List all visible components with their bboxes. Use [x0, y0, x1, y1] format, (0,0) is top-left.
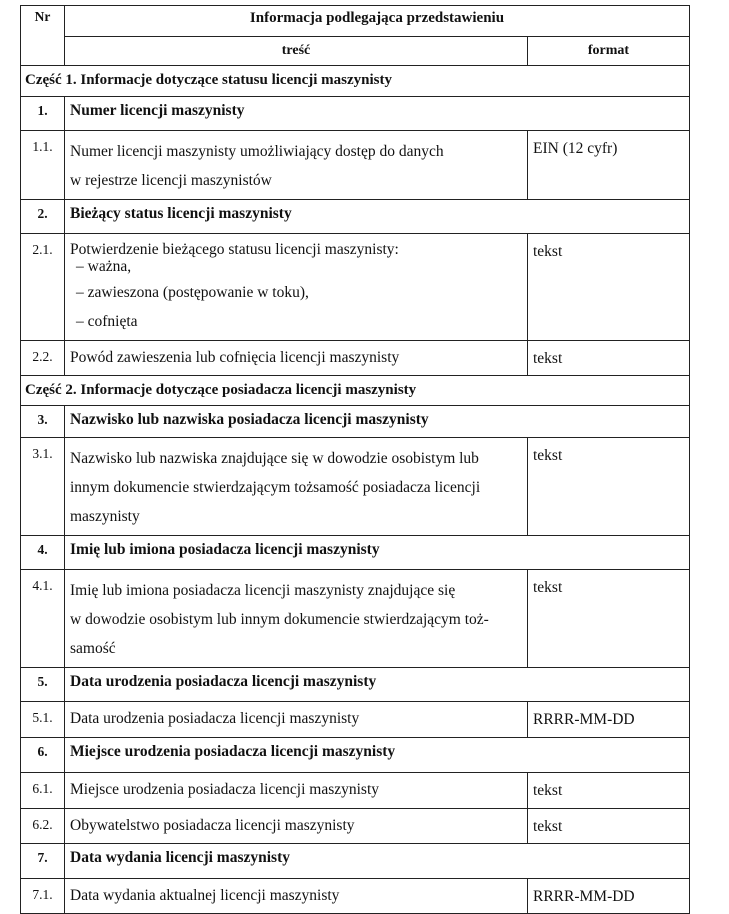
- section-title: Data wydania licencji maszynisty: [65, 844, 690, 879]
- content-line: Nazwisko lub nazwiska znajdujące się w dowodzie osobistym lub: [70, 450, 479, 467]
- status-list: [70, 256, 522, 336]
- section-nr: 3.: [21, 406, 65, 438]
- header-row: [21, 6, 690, 37]
- section-title: Bieżący status licencji maszynisty: [65, 200, 690, 234]
- table-row: [21, 438, 690, 536]
- content-line: Numer licencji maszynisty umożliwiający dostęp do danych: [70, 143, 444, 160]
- list-item: – cofnięta: [76, 313, 138, 330]
- content-line: Imię lub imiona posiadacza licencji maszynisty znajdujące się: [70, 582, 456, 599]
- table-row: [21, 809, 690, 844]
- section-nr: 4.: [21, 536, 65, 570]
- row-format: tekst: [528, 234, 690, 341]
- table-row: [21, 131, 690, 200]
- row-format: tekst: [528, 341, 690, 376]
- section-nr: 5.: [21, 668, 65, 702]
- section-title: Nazwisko lub nazwiska posiadacza licencji maszynisty: [65, 406, 690, 438]
- content-line: w dowodzie osobistym lub innym dokumencie stwierdzającym toż-: [70, 611, 489, 628]
- header-format-col: format: [528, 37, 690, 66]
- row-nr: 2.1.: [21, 234, 65, 341]
- subheader-row: [21, 37, 690, 66]
- info-table: [20, 5, 690, 914]
- row-nr: 6.2.: [21, 809, 65, 844]
- row-nr: 2.2.: [21, 341, 65, 376]
- table-row: [21, 234, 690, 341]
- section-row: [21, 668, 690, 702]
- row-nr: 7.1.: [21, 879, 65, 914]
- row-nr: 4.1.: [21, 570, 65, 668]
- part-title: Część 1. Informacje dotyczące statusu licencji maszynisty: [21, 66, 690, 97]
- section-title: Data urodzenia posiadacza licencji maszynisty: [65, 668, 690, 702]
- list-item: – ważna,: [76, 258, 132, 275]
- header-title: Informacja podlegająca przedstawieniu: [65, 6, 690, 37]
- header-nr: Nr: [21, 6, 65, 66]
- table-row: [21, 879, 690, 914]
- row-nr: 1.1.: [21, 131, 65, 200]
- row-content: Miejsce urodzenia posiadacza licencji maszynisty: [65, 773, 528, 809]
- content-line: samość: [70, 640, 116, 657]
- row-format: tekst: [528, 438, 690, 536]
- section-title: Imię lub imiona posiadacza licencji maszynisty: [65, 536, 690, 570]
- section-row: [21, 200, 690, 234]
- row-content: [65, 131, 528, 200]
- row-format: RRRR-MM-DD: [528, 702, 690, 738]
- section-row: [21, 738, 690, 773]
- table-row: [21, 341, 690, 376]
- section-row: [21, 406, 690, 438]
- row-content: Obywatelstwo posiadacza licencji maszynisty: [65, 809, 528, 844]
- row-content: [65, 438, 528, 536]
- row-format: tekst: [528, 809, 690, 844]
- row-content: Powód zawieszenia lub cofnięcia licencji maszynisty: [65, 341, 528, 376]
- row-content: [65, 570, 528, 668]
- row-content: Data wydania aktualnej licencji maszynisty: [65, 879, 528, 914]
- table-row: [21, 570, 690, 668]
- section-title: Numer licencji maszynisty: [65, 97, 690, 131]
- row-format: RRRR-MM-DD: [528, 879, 690, 914]
- section-row: [21, 844, 690, 879]
- content-line: maszynisty: [70, 508, 140, 525]
- part-title: Część 2. Informacje dotyczące posiadacza licencji maszynisty: [21, 376, 690, 406]
- section-nr: 2.: [21, 200, 65, 234]
- row-nr: 3.1.: [21, 438, 65, 536]
- table-row: [21, 702, 690, 738]
- section-row: [21, 97, 690, 131]
- table-row: [21, 773, 690, 809]
- content-line: innym dokumencie stwierdzającym tożsamość posiadacza licencji: [70, 479, 481, 496]
- content-line: w rejestrze licencji maszynistów: [70, 172, 272, 189]
- row-content: [65, 234, 528, 341]
- part-row: [21, 66, 690, 97]
- section-nr: 7.: [21, 844, 65, 879]
- list-item: – zawieszona (postępowanie w toku),: [76, 284, 309, 301]
- header-content-col: treść: [65, 37, 528, 66]
- row-nr: 5.1.: [21, 702, 65, 738]
- document-page: [20, 5, 689, 914]
- row-format: tekst: [528, 570, 690, 668]
- row-nr: 6.1.: [21, 773, 65, 809]
- section-title: Miejsce urodzenia posiadacza licencji maszynisty: [65, 738, 690, 773]
- content-lead: Potwierdzenie bieżącego statusu licencji maszynisty:: [70, 241, 399, 258]
- part-row: [21, 376, 690, 406]
- row-format: tekst: [528, 773, 690, 809]
- row-content: Data urodzenia posiadacza licencji maszynisty: [65, 702, 528, 738]
- row-format: EIN (12 cyfr): [528, 131, 690, 200]
- section-row: [21, 536, 690, 570]
- section-nr: 6.: [21, 738, 65, 773]
- section-nr: 1.: [21, 97, 65, 131]
